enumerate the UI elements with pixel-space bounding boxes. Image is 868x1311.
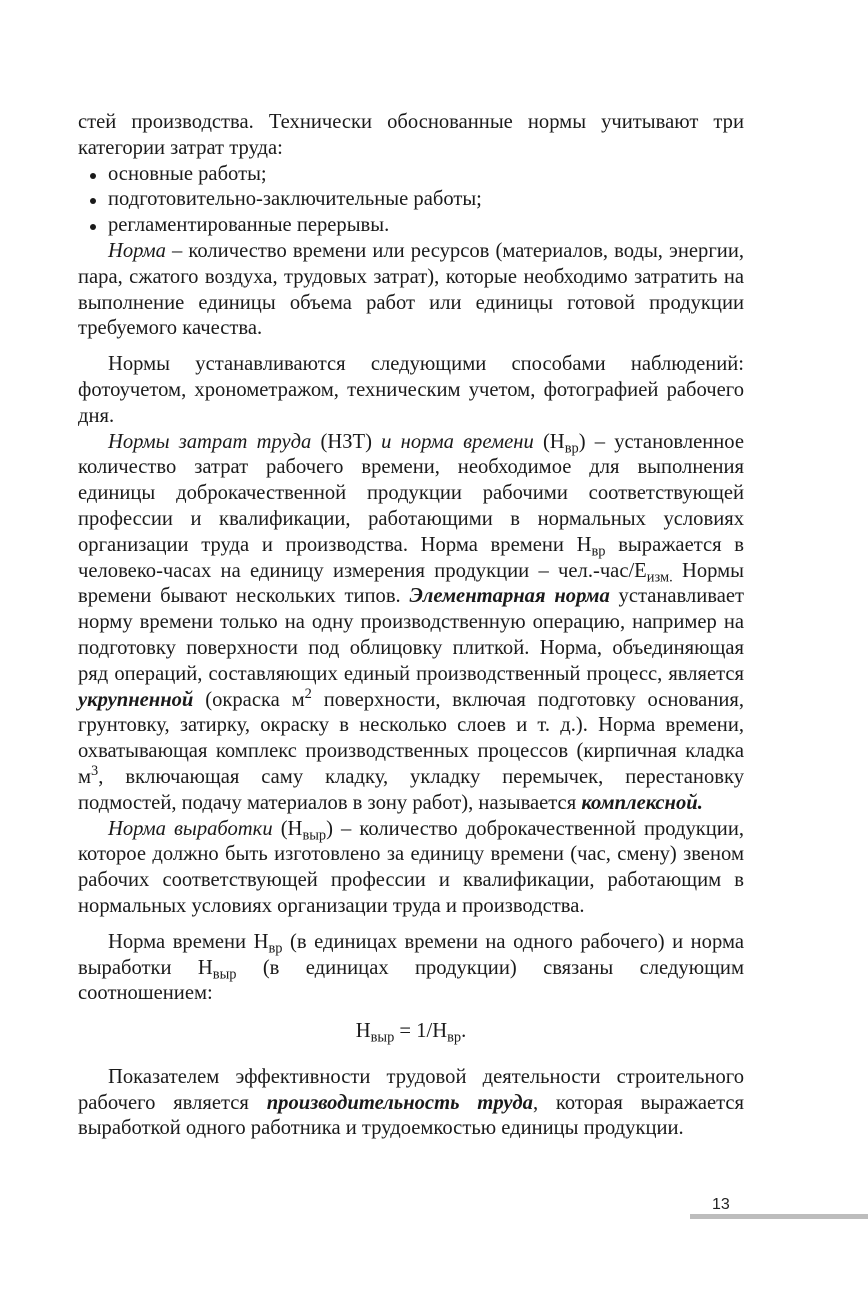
relation-paragraph: Норма времени $Н_{вр}$ (в единицах времени на одного рабочего) и норма выработки $Н_{выр}$ (в единицах продукции) связаны следующим соотношением: <box>78 930 744 1005</box>
list-item: основные работы; <box>78 162 744 188</box>
opening-paragraph: стей производства. Технически обоснованные нормы учитывают три категории затрат труда: <box>78 111 744 159</box>
bullet-list <box>78 162 744 239</box>
output-norm-term: Норма выработки <box>108 817 273 840</box>
labor-norms-paragraph: Нормы затрат труда (НЗТ) и норма времени $(Н_{вр})$ – установленное количество затрат рабочего времени, необходимое для выполнения единицы доброкачественной продукции рабочими соответствующей профессии и квалификации, работающими в нормальных условиях организации труда и производства. Норма времени $Н_{вр}$ выражается в человеко-часах на единицу измерения продукции – $чел.-час/Е_{изм.}$ Нормы времени бывают нескольких типов. Элементарная норма устанавливает норму времени только на одну производственную операцию, например на подготовку поверхности под облицовку плиткой. Норма, объединяющая ряд операций, составляющих единый производственный процесс, является укрупненной (окраска $м^2$ поверхности, включая подготовку основания, грунтовку, затирку, окраску в несколько слоев и т. д.). Норма времени, охватывающая комплекс производственных процессов (кирпичная кладка $м^3$, включающая саму кладку, укладку перемычек, перестановку подмостей, подачу материалов в зону работ), называется комплексной. <box>78 430 745 814</box>
productivity-term: производительность труда <box>266 1091 533 1114</box>
aggregated-norm-term: укрупненной <box>78 688 194 711</box>
page-footer-rule <box>690 1214 868 1219</box>
elementary-norm-term: Элементарная норма <box>409 585 610 608</box>
norm-definition-paragraph: Норма – количество времени или ресурсов (материалов, воды, энергии, пара, сжатого воздуха, трудовых затрат), которые необходимо затратить на выполнение единицы объема работ или единицы готовой продукции требуемого качества. <box>78 239 744 340</box>
labor-norms-term: Нормы затрат труда <box>108 430 312 453</box>
complex-norm-term: комплексной. <box>581 791 703 814</box>
bullet-icon <box>90 198 96 204</box>
list-item: подготовительно-заключительные работы; <box>78 187 744 213</box>
output-norm-paragraph: Норма выработки $(Н_{выр})$ – количество доброкачественной продукции, которое должно быть изготовлено за единицу времени (час, смену) звеном рабочих соответствующей профессии и квалификации, работающим в нормальных условиях организации труда и производства. <box>78 817 744 917</box>
page-text <box>78 110 744 1142</box>
bullet-icon <box>90 224 96 230</box>
methods-paragraph: Нормы устанавливаются следующими способами наблюдений: фотоучетом, хронометражом, техническим учетом, фотографией рабочего дня. <box>78 353 744 427</box>
norm-term: Норма <box>108 239 166 262</box>
page-number: 13 <box>712 1196 730 1213</box>
formula: $Н_{выр} = 1/Н_{вр}$. <box>355 1020 467 1046</box>
time-norm-term: и норма времени <box>381 430 534 453</box>
bullet-icon <box>90 173 96 179</box>
list-item: регламентированные перерывы. <box>78 213 744 239</box>
productivity-paragraph: Показателем эффективности трудовой деятельности строительного рабочего является производительность труда, которая выражается выработкой одного работника и трудоемкостью единицы продукции. <box>78 1065 744 1140</box>
